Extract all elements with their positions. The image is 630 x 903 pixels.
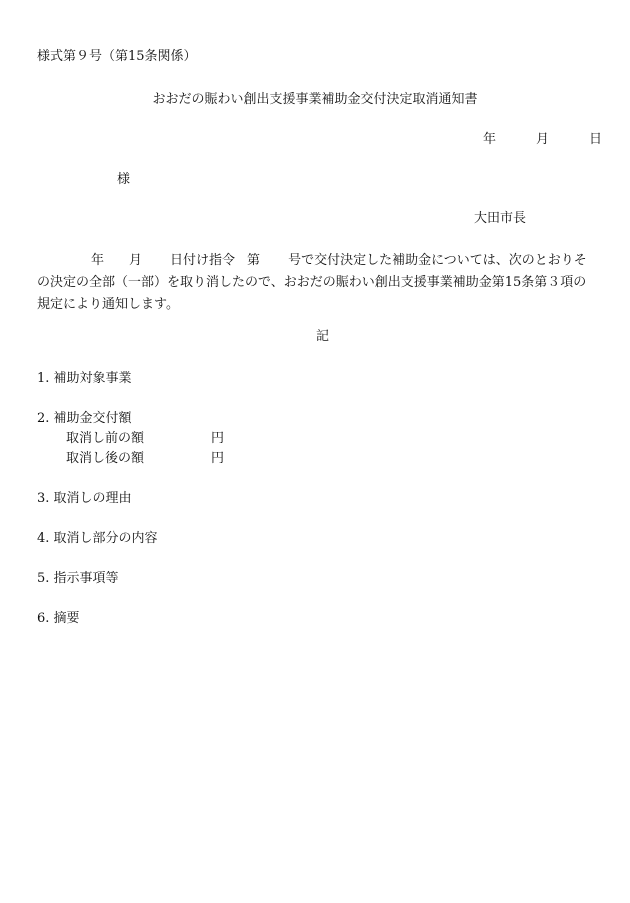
body-date-ref: 日付け指令 <box>170 253 236 268</box>
item-6-summary: 6. 摘要 <box>37 611 80 626</box>
date-month-label: 月 <box>535 132 549 147</box>
amount-before-cancel-label: 取消し前の額 <box>66 431 145 446</box>
ki-heading: 記 <box>315 329 329 344</box>
addressee-suffix: 様 <box>117 172 131 187</box>
item-5-instructions: 5. 指示事項等 <box>37 571 119 586</box>
body-line-1-rest: 号で交付決定した補助金については、次のとおりそ <box>288 253 587 268</box>
amount-after-cancel-unit: 円 <box>211 451 225 466</box>
body-number-prefix: 第 <box>247 253 261 268</box>
body-line-1 <box>37 250 607 272</box>
item-3-cancel-reason: 3. 取消しの理由 <box>37 491 132 506</box>
issuer-name: 大田市長 <box>474 211 527 226</box>
item-4-cancel-details: 4. 取消し部分の内容 <box>37 531 158 546</box>
body-line-3: 規定により通知します。 <box>37 297 179 312</box>
date-line <box>483 133 602 146</box>
notice-body <box>37 250 607 316</box>
date-year-label: 年 <box>482 132 496 147</box>
body-month-label: 月 <box>129 253 143 268</box>
amount-after-cancel-label: 取消し後の額 <box>66 451 145 466</box>
body-year-label: 年 <box>91 253 105 268</box>
date-day-label: 日 <box>588 132 602 147</box>
body-line-2: の決定の全部（一部）を取り消したので、おおだの賑わい創出支援事業補助金第15条第３項の <box>37 275 587 290</box>
document-title: おおだの賑わい創出支援事業補助金交付決定取消通知書 <box>152 92 478 107</box>
form-number: 様式第９号（第15条関係） <box>37 49 197 64</box>
item-1-target-project: 1. 補助対象事業 <box>37 371 132 386</box>
amount-before-cancel-unit: 円 <box>211 431 225 446</box>
item-2-subsidy-amount: 2. 補助金交付額 <box>37 411 132 426</box>
